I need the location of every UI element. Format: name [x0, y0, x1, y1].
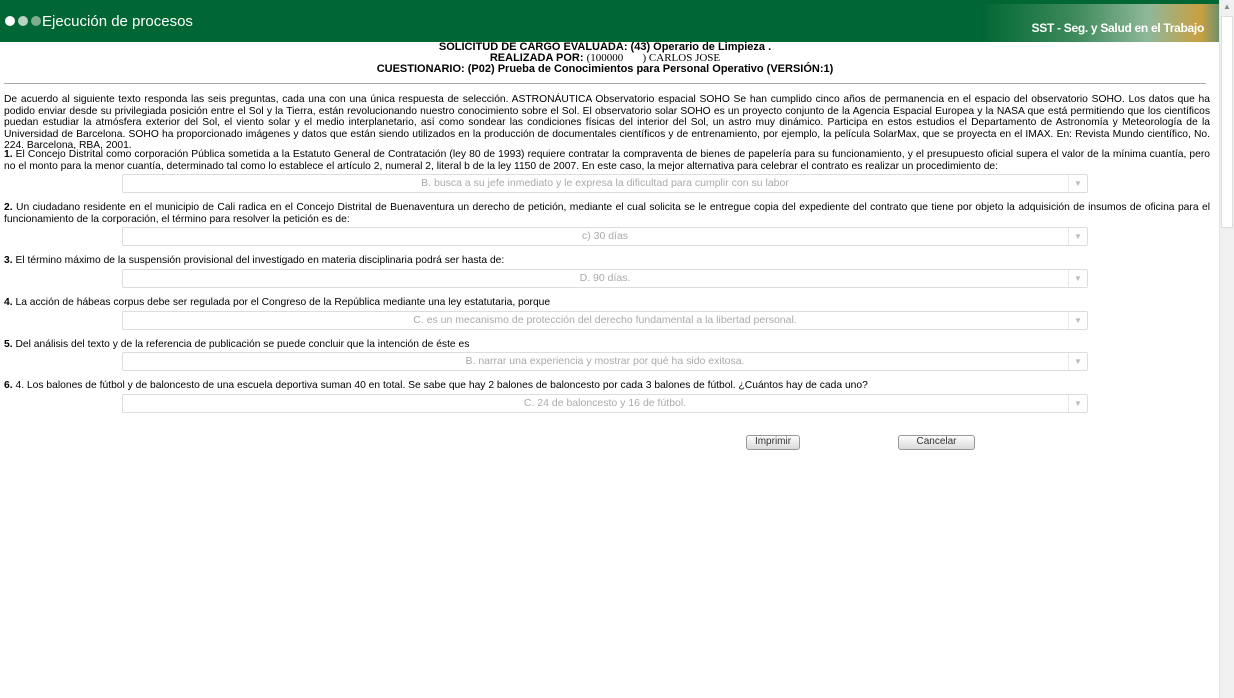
selected-answer: C. 24 de baloncesto y 16 de fútbol. [523, 396, 687, 409]
selected-answer: c) 30 días [581, 230, 629, 243]
question-label: Un ciudadano residente en el municipio de Cali radica en el Concejo Distrital de Buenaventura un derecho de petición, mediante el cual solicita se le entregue copia del expediente del contrato que tiene por objeto la adquisición de insumos de oficina para el funcionamiento de la corporación, el término para resolver la petición es de: [4, 202, 1210, 225]
vertical-scrollbar[interactable] [1219, 0, 1234, 698]
question-label: 4. Los balones de fútbol y de baloncesto de una escuela deportiva suman 40 en total. Se sabe que hay 2 balones de baloncesto por cada 3 balones de fútbol. ¿Cuántos hay de cada uno? [15, 380, 868, 392]
answer-select[interactable] [122, 227, 1088, 246]
chevron-down-icon[interactable]: ▼ [1068, 270, 1087, 287]
question-3 [0, 255, 1210, 288]
question-number: 6. [4, 380, 13, 392]
brand-banner [980, 4, 1220, 42]
question-2 [0, 202, 1210, 246]
answer-select[interactable] [122, 352, 1088, 371]
selected-answer: D. 90 días. [579, 271, 631, 284]
question-number: 5. [4, 338, 13, 350]
chevron-down-icon[interactable]: ▼ [1068, 353, 1087, 370]
question-text [4, 255, 1210, 267]
main-content [0, 42, 1210, 413]
dot-icon [18, 16, 28, 26]
scroll-up-arrow-icon[interactable]: ▲ [1223, 2, 1231, 11]
chevron-down-icon[interactable]: ▼ [1068, 175, 1087, 192]
selected-answer: B. narrar una experiencia y mostrar por qué ha sido exitosa. [465, 355, 745, 368]
question-text [4, 202, 1210, 225]
question-6 [0, 380, 1210, 413]
question-label: La acción de hábeas corpus debe ser regulada por el Congreso de la República mediante una ley estatutaria, porque [15, 296, 551, 308]
chevron-down-icon[interactable]: ▼ [1068, 228, 1087, 245]
print-button[interactable]: Imprimir [746, 435, 800, 450]
realizada-label: REALIZADA POR: [489, 52, 584, 64]
question-label: Del análisis del texto y de la referencia de publicación se puede concluir que la intención de éste es [15, 338, 470, 350]
app-header [0, 0, 1220, 42]
intro-text: De acuerdo al siguiente texto responda las seis preguntas, cada una con una única respuesta de selección. ASTRONÁUTICA Observatorio espacial SOHO Se han cumplido cinco años de permanencia en el espacio del observatorio SOHO. Los datos que ha podido enviar desde su privilegiada posición entre el Sol y la Tierra, están revolucionando nuestro conocimiento sobre el Sol. El observatorio solar SOHO es un proyecto conjunto de la Agencia Espacial Europea y la NASA que está permitiendo que los científicos puedan estudiar la atmósfera exterior del Sol, el viento solar y el medio interplanetario, así como sondear las condiciones físicas del interior del Sol, un astro muy dinámico. Participa en estos estudios el Departamento de Astronomía y Meteorología de la Universidad de Barcelona. SOHO ha proporcionado imágenes y datos que están siendo utilizados en la producción de documentales científicos y de entrenamiento, por ejemplo, la película SolarMax, que se proyecta en el IMAX. En: Revista Mundo científico, No. 224. Barcelona, RBA, 2001. [4, 94, 1210, 152]
question-1 [0, 149, 1210, 193]
dot-icon [31, 16, 41, 26]
selected-answer: B. busca a su jefe inmediato y le expresa la dificultad para cumplir con su labor [421, 177, 789, 190]
answer-select[interactable] [122, 174, 1088, 193]
question-text [4, 297, 1210, 309]
question-5 [0, 339, 1210, 372]
dot-icon [5, 16, 15, 26]
answer-select[interactable] [122, 311, 1088, 330]
question-4 [0, 297, 1210, 330]
question-text [4, 380, 1210, 392]
question-text [4, 149, 1210, 172]
cancel-button[interactable]: Cancelar [898, 435, 975, 450]
question-label: El Concejo Distrital como corporación Pública sometida a la Estatuto General de Contratación (ley 80 de 1993) requiere contratar la compraventa de bienes de papelería para su funcionamiento, y el presupuesto oficial supera el valor de la mínima cuantía, pero no el monto para la menor cuantía, determinado tal como lo establece el artículo 2, numeral 2, literal b de la ley 1150 de 2007. En este caso, la mejor alternativa para celebrar el contrato es realizar un procedimiento de: [4, 149, 1210, 172]
heading-cuestionario: CUESTIONARIO: (P02) Prueba de Conocimientos para Personal Operativo (VERSIÓN:1) [376, 63, 834, 75]
question-number: 4. [4, 296, 13, 308]
question-number: 3. [4, 255, 13, 267]
app-title: Ejecución de procesos [42, 13, 193, 30]
selected-answer: C. es un mecanismo de protección del derecho fundamental a la libertad personal. [413, 313, 797, 326]
brand-text: SST - Seg. y Salud en el Trabajo [1031, 21, 1204, 35]
answer-select[interactable] [122, 269, 1088, 288]
page-heading [0, 42, 1210, 75]
question-number: 1. [4, 149, 13, 160]
chevron-down-icon[interactable]: ▼ [1068, 312, 1087, 329]
heading-cargo: SOLICITUD DE CARGO EVALUADA: (43) Operario de Limpieza . [438, 41, 772, 53]
scroll-thumb[interactable] [1221, 16, 1233, 228]
question-label: El término máximo de la suspensión provisional del investigado en materia disciplinaria podrá ser hasta de: [15, 255, 505, 267]
question-text [4, 339, 1210, 351]
window-dots-icon [5, 16, 41, 26]
realizada-value: (100000 ) CARLOS JOSE [586, 52, 721, 64]
divider [4, 83, 1206, 84]
question-number: 2. [4, 202, 13, 214]
chevron-down-icon[interactable]: ▼ [1068, 395, 1087, 412]
answer-select[interactable] [122, 394, 1088, 413]
